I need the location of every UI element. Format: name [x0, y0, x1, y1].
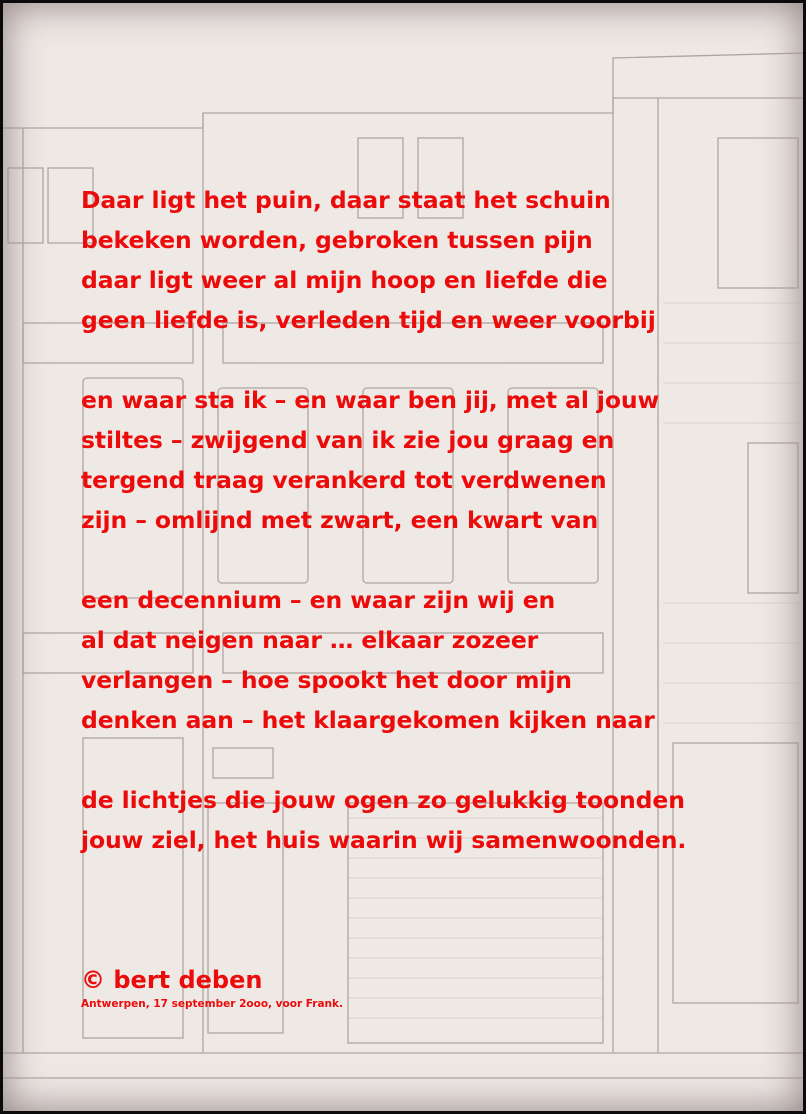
poem-line: daar ligt weer al mijn hoop en liefde die: [81, 266, 608, 294]
stanza-4: [81, 780, 781, 860]
poem-line: al dat neigen naar … elkaar zozeer: [81, 626, 539, 654]
poem-line: stiltes – zwijgend van ik zie jou graag en: [81, 426, 615, 454]
copyright-author: © bert deben: [81, 966, 263, 994]
poem-line: een decennium – en waar zijn wij en: [81, 586, 556, 614]
poem-line: de lichtjes die jouw ogen zo gelukkig toonden: [81, 786, 685, 814]
stanza-2: [81, 380, 781, 540]
poem-line: en waar sta ik – en waar ben jij, met al jouw: [81, 386, 660, 414]
stanza-3: [81, 580, 781, 740]
poem-line: jouw ziel, het huis waarin wij samenwoonden.: [81, 826, 687, 854]
poem-card: [3, 3, 803, 1111]
date-dedication: Antwerpen, 17 september 2ooo, voor Frank.: [81, 998, 343, 1010]
poem-line: geen liefde is, verleden tijd en weer voorbij: [81, 306, 656, 334]
poem-line: denken aan – het klaargekomen kijken naar: [81, 706, 655, 734]
stanza-1: [81, 180, 781, 340]
poem-line: Daar ligt het puin, daar staat het schuin: [81, 186, 611, 214]
poem-line: verlangen – hoe spookt het door mijn: [81, 666, 572, 694]
poem-line: bekeken worden, gebroken tussen pijn: [81, 226, 593, 254]
poem-line: zijn – omlijnd met zwart, een kwart van: [81, 506, 599, 534]
poem-text: [81, 180, 781, 900]
poem-line: tergend traag verankerd tot verdwenen: [81, 466, 607, 494]
